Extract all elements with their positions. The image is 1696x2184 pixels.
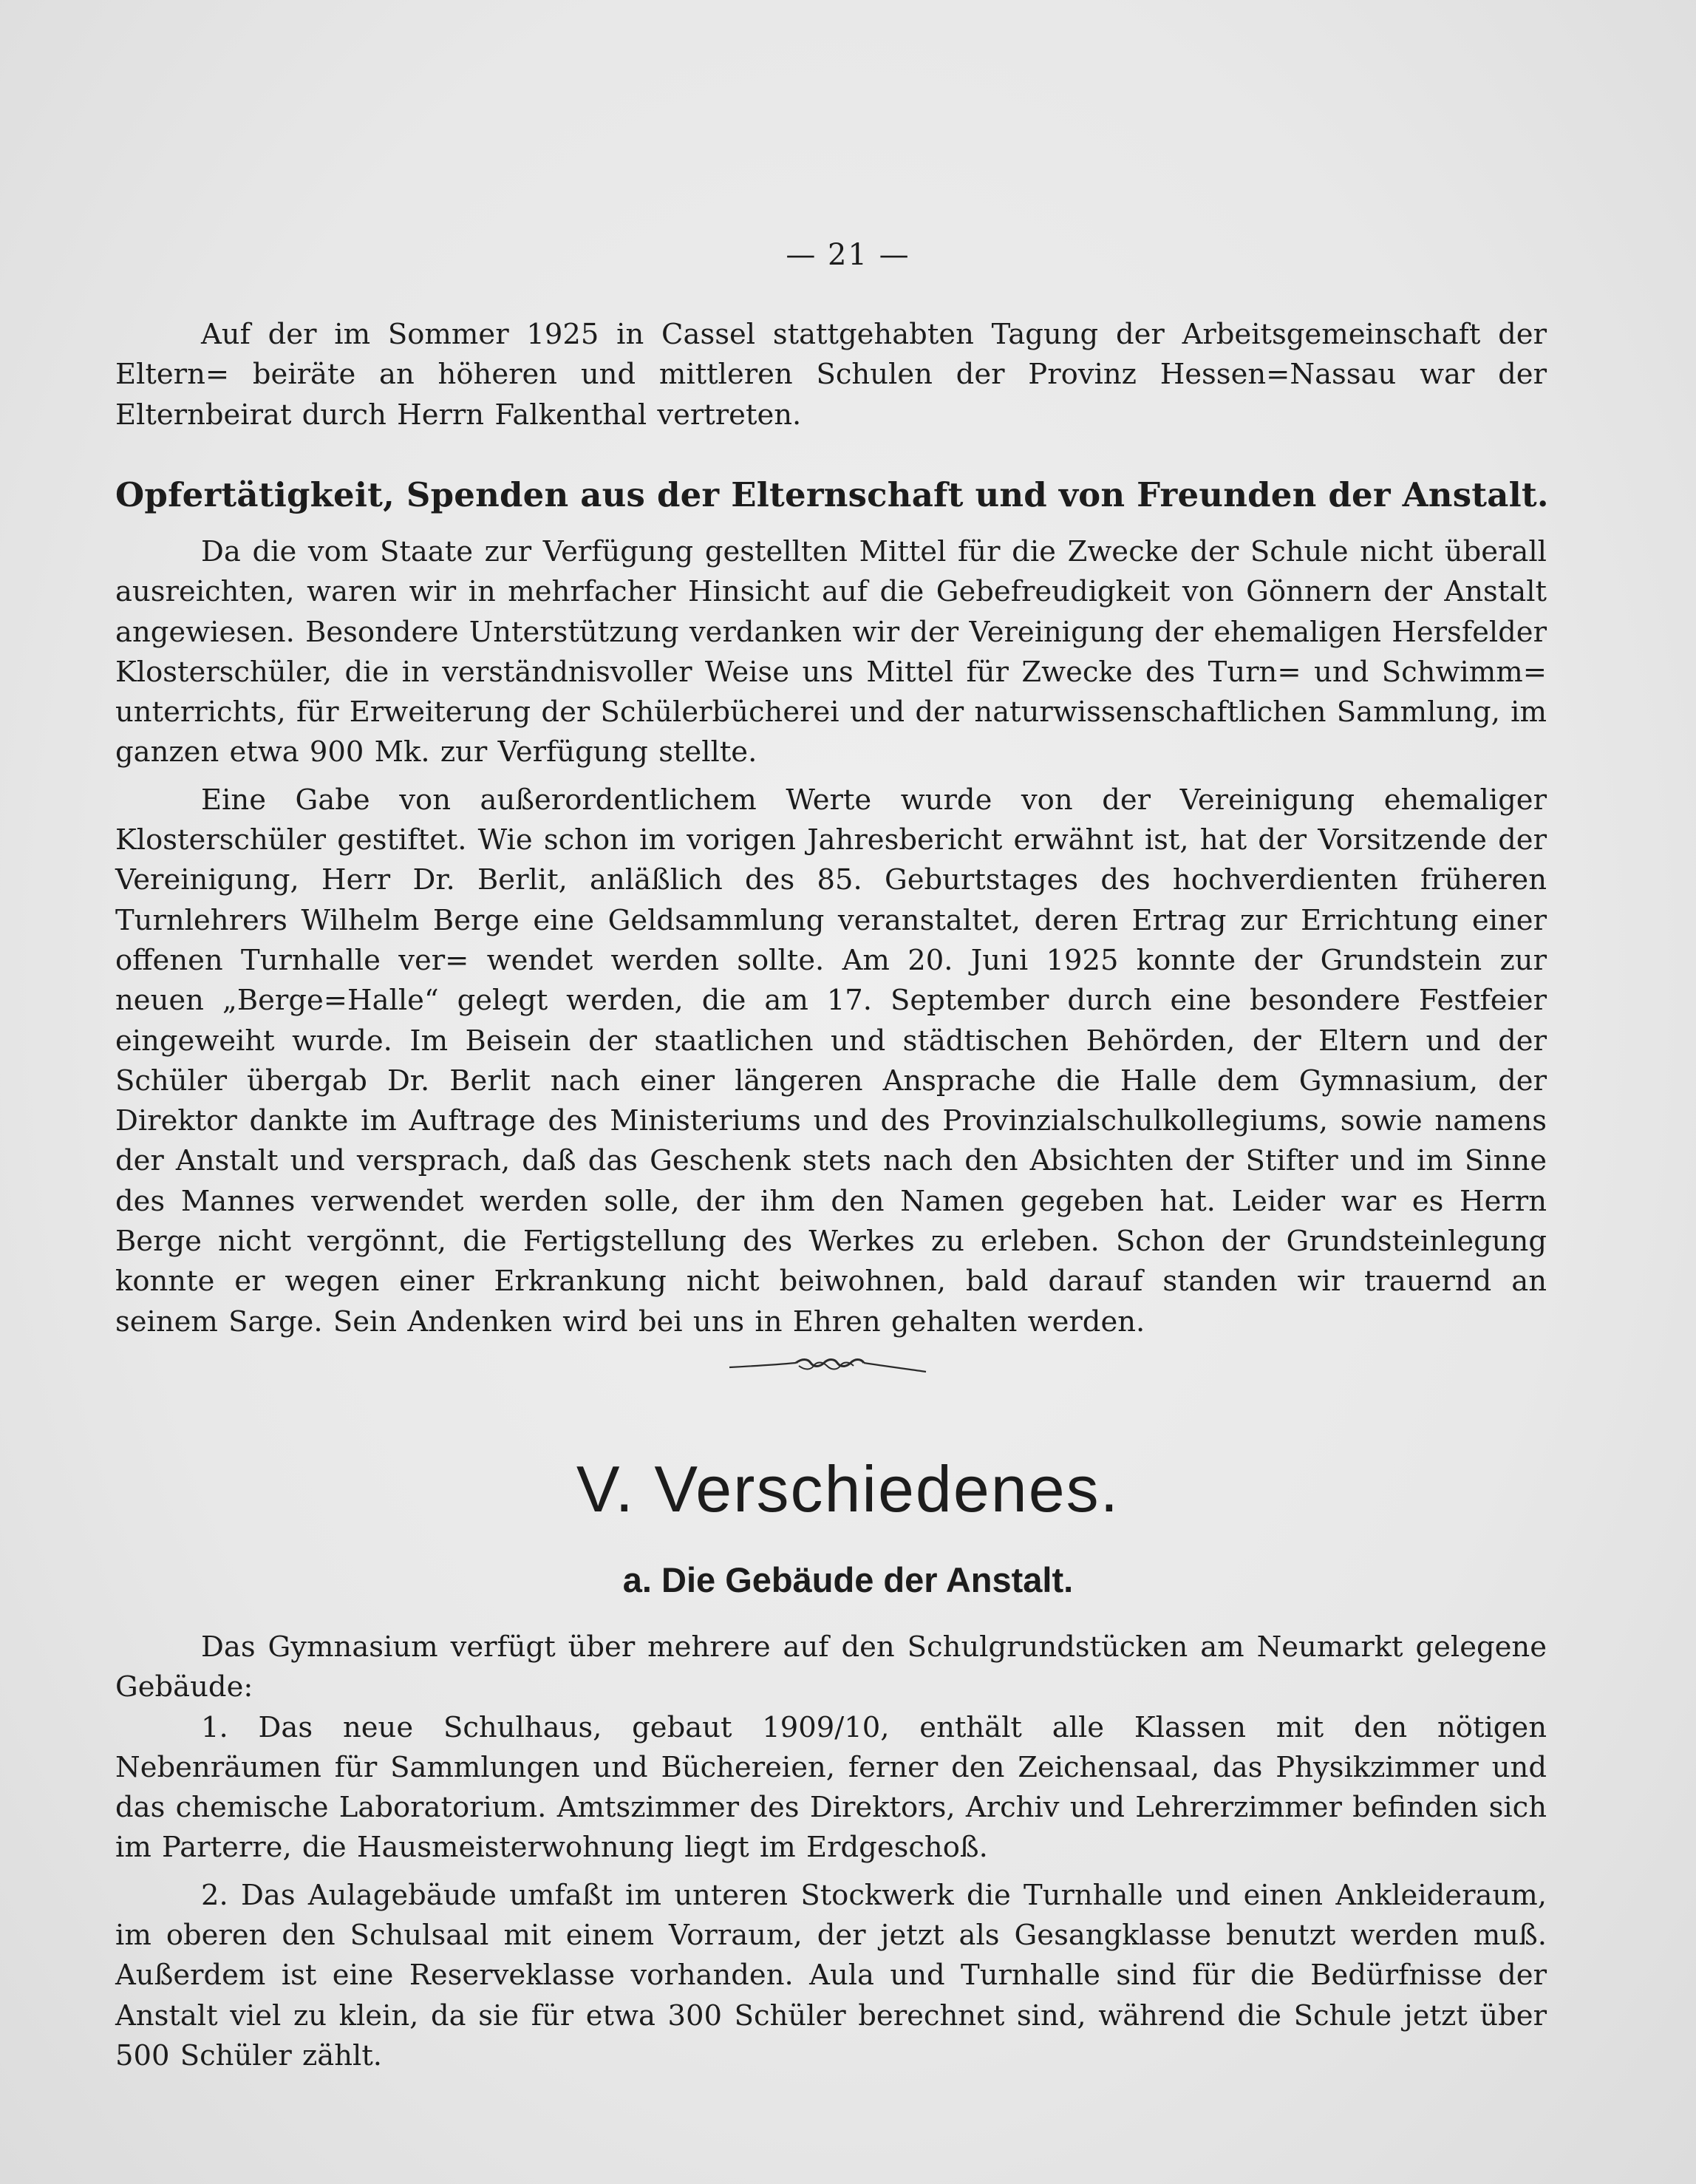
page-number: — 21 — (786, 238, 910, 272)
intro-text: Auf der im Sommer 1925 in Cassel stattgehabten Tagung der Arbeitsgemeinschaft der Eltern= beiräte an höheren und mittleren Schulen der Provinz Hessen=Nassau war der Elternbeirat durch Herrn Falkenthal vertreten. (115, 318, 1547, 432)
paragraph-text: 1. Das neue Schulhaus, gebaut 1909/10, enthält alle Klassen mit den nötigen Nebenräumen für Sammlungen und Büchereien, ferner den Zeichensaal, das Physikzimmer und das chemische Laboratorium. Amtszimmer des Direktors, Archiv und Lehrerzimmer befinden sich im Parterre, die Hausmeisterwohnung liegt im Erdgeschoß. (115, 1710, 1547, 1865)
paragraph-text: Da die vom Staate zur Verfügung gestellten Mittel für die Zwecke der Schule nicht überall ausreichten, waren wir in mehrfacher Hinsicht auf die Gebefreudigkeit von Gönnern der Anstalt angewiesen. Besondere Unterstützung verdanken wir der Vereinigung der ehemaligen Hersfelder Klosterschüler, die in verständnisvoller Weise uns Mittel für Zwecke des Turn= und Schwimm= unterrichts, für Erweiterung der Schülerbücherei und der naturwissenschaftlichen Sammlung, im ganzen etwa 900 Mk. zur Verfügung stellte. (115, 535, 1547, 769)
paragraph-donations (115, 532, 1547, 773)
chapter-subheading: a. Die Gebäude der Anstalt. (622, 1560, 1074, 1599)
section-opfer-heading-block (115, 473, 1547, 517)
chapter-body (115, 1627, 1547, 2076)
paragraph-berge-halle (115, 780, 1547, 1342)
section-heading: Opfertätigkeit, Spenden aus der Elternschaft und von Freunden der Anstalt. (115, 475, 1549, 514)
wavy-rule-ornament-icon (728, 1350, 927, 1379)
paragraph-text: Das Gymnasium verfügt über mehrere auf den Schulgrundstücken am Neumarkt gelegene Gebäude: (115, 1630, 1547, 1704)
intro-block (115, 315, 1547, 435)
paragraph-buildings-intro (115, 1627, 1547, 1708)
paragraph-text: Eine Gabe von außerordentlichem Werte wurde von der Vereinigung ehemaliger Klosterschüler gestiftet. Wie schon im vorigen Jahresbericht erwähnt ist, hat der Vorsitzende der Vereinigung, Herr Dr. Berlit, anläßlich des 85. Geburtstages des hochverdienten früheren Turnlehrers Wilhelm Berge eine Geldsammlung veranstaltet, deren Ertrag zur Errichtung einer offenen Turnhalle ver= wendet werden sollte. Am 20. Juni 1925 konnte der Grundstein zur neuen „Berge=Halle“ gelegt werden, die am 17. September durch eine besondere Festfeier eingeweiht wurde. Im Beisein der staatlichen und städtischen Behörden, der Eltern und der Schüler übergab Dr. Berlit nach einer längeren Ansprache die Halle dem Gymnasium, der Direktor dankte im Auftrage des Ministeriums und des Provinzialschulkollegiums, sowie namens der Anstalt und versprach, daß das Geschenk stets nach den Absichten der Stifter und im Sinne des Mannes verwendet werden solle, der ihm den Namen gegeben hat. Leider war es Herrn Berge nicht vergönnt, die Fertigstellung des Werkes zu erleben. Schon der Grundsteinlegung konnte er wegen einer Erkrankung nicht beiwohnen, bald darauf standen wir trauernd an seinem Sarge. Sein Andenken wird bei uns in Ehren gehalten werden. (115, 783, 1547, 1338)
paragraph-text: 2. Das Aulagebäude umfaßt im unteren Stockwerk die Turnhalle und einen Ankleideraum, im oberen den Schulsaal mit einem Vorraum, der jetzt als Gesangklasse benutzt werden muß. Außerdem ist eine Reserveklasse vorhanden. Aula und Turnhalle sind für die Bedürfnisse der Anstalt viel zu klein, da sie für etwa 300 Schüler berechnet sind, während die Schule jetzt über 500 Schüler zählt. (115, 1878, 1547, 2072)
paragraph-aulagebaeude (115, 1876, 1547, 2076)
chapter-title: V. Verschiedenes. (576, 1452, 1120, 1525)
section-opfer-body (115, 532, 1547, 1342)
intro-paragraph (115, 315, 1547, 435)
paragraph-schulhaus (115, 1708, 1547, 1868)
